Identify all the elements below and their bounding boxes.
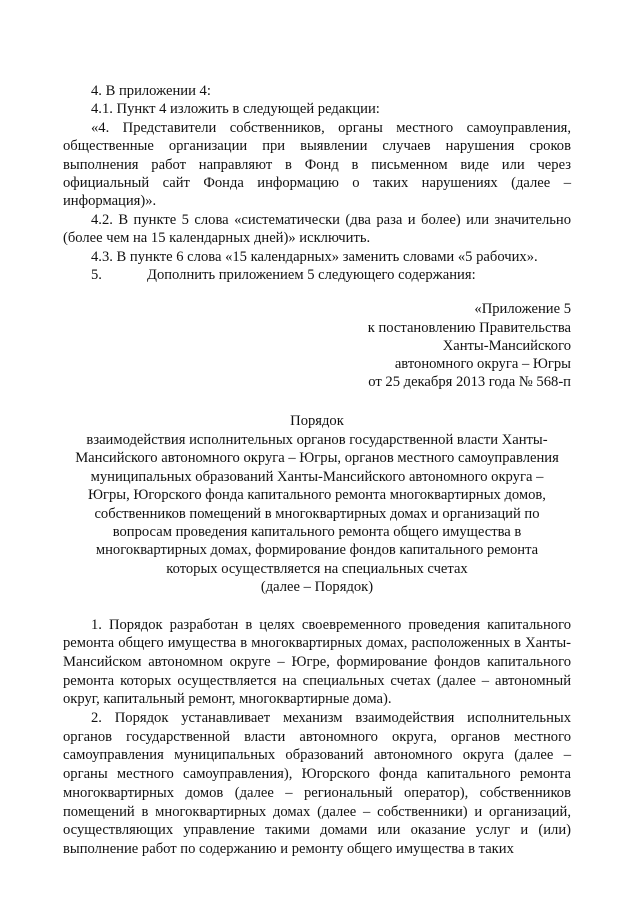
annex-line-1: «Приложение 5 [474, 301, 571, 318]
document-page [63, 82, 571, 859]
item-5-text: Дополнить приложением 5 следующего содержания: [147, 267, 476, 284]
annex-header [63, 300, 571, 391]
order-body [63, 616, 571, 859]
order-short-name: (далее – Порядок) [260, 579, 374, 596]
item-5-number: 5. [91, 267, 102, 284]
amendments-section [63, 82, 571, 284]
paragraph-1: 1. Порядок разработан в целях своевременного проведения капитального ремонта общего имущества в многоквартирных домах, расположенных в Ханты-Мансийском автономном округе – Югре, формирование фондов капитального ремонта которых осуществляется на специальных счетах (далее – автономный округ, капитальный ремонт, многоквартирные дома). [63, 616, 571, 708]
order-subtitle: взаимодействия исполнительных органов государственной власти Ханты-Мансийского автономного округа – Югры, органов местного самоуправления муниципальных образований Ханты-Мансийского автономного округа – Югры, Югорского фонда капитального ремонта многоквартирных домов, собственников помещений в многоквартирных домах и организаций по вопросам проведения капитального ремонта общего имущества в многоквартирных домах, формирование фондов капитального ремонта которых осуществляется на специальных счетах [75, 431, 559, 577]
annex-line-2: к постановлению Правительства [367, 319, 571, 336]
annex-line-3: Ханты-Мансийского [442, 337, 571, 354]
order-title: Порядок [290, 413, 344, 430]
item-4-1-heading: 4.1. Пункт 4 изложить в следующей редакции: [91, 101, 380, 118]
item-4-1-text: «4. Представители собственников, органы местного самоуправления, общественные организации при выявлении случаев нарушения сроков выполнения работ направляют в Фонд в письменном виде или через официальный сайт Фонда информацию о таких нарушениях (далее – информация)». [63, 119, 571, 210]
annex-line-5: от 25 декабря 2013 года № 568-п [368, 374, 571, 391]
annex-line-4: автономного округа – Югры [394, 356, 571, 373]
paragraph-2: 2. Порядок устанавливает механизм взаимодействия исполнительных органов государственной власти автономного округа, органов местного самоуправления муниципальных образований автономного округа (далее – органы местного самоуправления), Югорского фонда капитального ремонта многоквартирных домов (далее – региональный оператор), собственников помещений в многоквартирных домах (далее – собственники) и организаций, осуществляющих управление такими домами или оказание услуг и (или) выполнение работ по содержанию и ремонту общего имущества в таких [63, 710, 571, 857]
item-5 [63, 266, 571, 284]
order-title-block [63, 412, 571, 596]
item-4-2-text: 4.2. В пункте 5 слова «систематически (два раза и более) или значительно (более чем на 15 календарных дней)» исключить. [63, 211, 571, 247]
item-4-heading: 4. В приложении 4: [91, 83, 211, 99]
item-4-3-text: 4.3. В пункте 6 слова «15 календарных» заменить словами «5 рабочих». [91, 248, 538, 265]
